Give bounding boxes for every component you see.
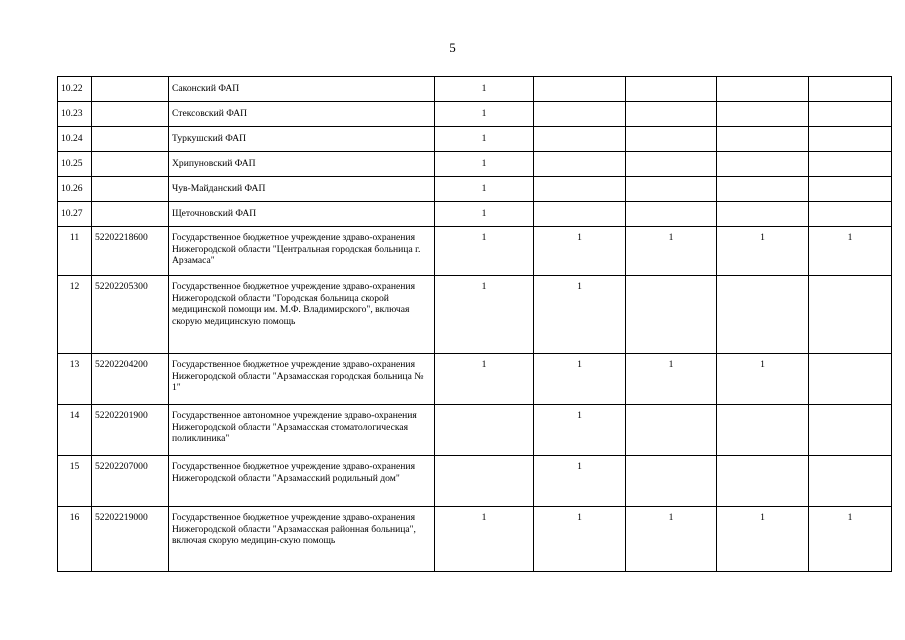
row-number-cell: 10.23 [58,102,92,127]
organization-name-cell: Туркушский ФАП [169,127,435,152]
value-cell-5 [809,456,892,507]
row-number-cell: 10.27 [58,202,92,227]
value-cell-2: 1 [534,276,626,354]
organization-name-cell: Стексовский ФАП [169,102,435,127]
row-number-cell: 15 [58,456,92,507]
registry-code-cell: 52202201900 [92,405,169,456]
registry-code-cell: 52202205300 [92,276,169,354]
page-number: 5 [449,40,456,55]
value-cell-5 [809,102,892,127]
organization-name-cell: Государственное бюджетное учреждение здраво-охранения Нижегородской области "Центральная городская больница г. Арзамаса" [169,227,435,276]
value-cell-3 [626,456,717,507]
value-cell-2 [534,152,626,177]
value-cell-4 [717,152,809,177]
registry-code-cell [92,177,169,202]
value-cell-4: 1 [717,507,809,572]
value-cell-5 [809,202,892,227]
table-row [58,152,892,177]
table-row [58,507,892,572]
document-table [57,76,892,572]
value-cell-5 [809,405,892,456]
value-cell-2 [534,202,626,227]
value-cell-2 [534,177,626,202]
registry-code-cell [92,152,169,177]
value-cell-4: 1 [717,354,809,405]
value-cell-1: 1 [435,102,534,127]
organization-name-cell: Государственное бюджетное учреждение здраво-охранения Нижегородской области "Арзамасская городская больница № 1" [169,354,435,405]
value-cell-3 [626,102,717,127]
value-cell-2: 1 [534,227,626,276]
row-number-cell: 16 [58,507,92,572]
row-number-cell: 10.26 [58,177,92,202]
value-cell-2: 1 [534,456,626,507]
value-cell-3 [626,405,717,456]
value-cell-3: 1 [626,354,717,405]
value-cell-2: 1 [534,507,626,572]
organization-name-cell: Чув-Майданский ФАП [169,177,435,202]
value-cell-1: 1 [435,152,534,177]
value-cell-1: 1 [435,276,534,354]
organization-name-cell: Щеточновский ФАП [169,202,435,227]
value-cell-2: 1 [534,405,626,456]
organization-name-cell: Государственное бюджетное учреждение здраво-охранения Нижегородской области "Городская больница скорой медицинской помощи им. М.Ф. Владимирского", включая скорую медицинскую помощь [169,276,435,354]
value-cell-4: 1 [717,227,809,276]
value-cell-1 [435,405,534,456]
table-row [58,202,892,227]
table-row [58,102,892,127]
row-number-cell: 12 [58,276,92,354]
row-number-cell: 13 [58,354,92,405]
value-cell-3 [626,276,717,354]
row-number-cell: 11 [58,227,92,276]
value-cell-5 [809,77,892,102]
value-cell-4 [717,102,809,127]
value-cell-3 [626,202,717,227]
table-body [58,77,892,572]
value-cell-5: 1 [809,227,892,276]
value-cell-1: 1 [435,227,534,276]
value-cell-4 [717,405,809,456]
organization-name-cell: Хрипуновский ФАП [169,152,435,177]
value-cell-1: 1 [435,202,534,227]
value-cell-3 [626,77,717,102]
value-cell-4 [717,77,809,102]
table-row [58,405,892,456]
value-cell-4 [717,177,809,202]
value-cell-4 [717,127,809,152]
table-row [58,354,892,405]
value-cell-1: 1 [435,77,534,102]
table-row [58,276,892,354]
value-cell-5 [809,127,892,152]
table-row [58,227,892,276]
value-cell-3 [626,127,717,152]
value-cell-1: 1 [435,354,534,405]
organization-name-cell: Государственное автономное учреждение здраво-охранения Нижегородской области "Арзамасская стоматологическая поликлиника" [169,405,435,456]
value-cell-3: 1 [626,507,717,572]
row-number-cell: 10.25 [58,152,92,177]
registry-code-cell [92,127,169,152]
value-cell-5 [809,354,892,405]
value-cell-5 [809,276,892,354]
registry-code-cell: 52202218600 [92,227,169,276]
value-cell-4 [717,276,809,354]
value-cell-2 [534,127,626,152]
value-cell-3 [626,152,717,177]
registry-code-cell [92,102,169,127]
value-cell-1: 1 [435,177,534,202]
value-cell-1: 1 [435,507,534,572]
registry-code-cell: 52202204200 [92,354,169,405]
registry-code-cell: 52202207000 [92,456,169,507]
table-row [58,77,892,102]
table-row [58,456,892,507]
organization-name-cell: Саконский ФАП [169,77,435,102]
value-cell-2: 1 [534,354,626,405]
value-cell-2 [534,77,626,102]
value-cell-5: 1 [809,507,892,572]
value-cell-4 [717,456,809,507]
row-number-cell: 14 [58,405,92,456]
value-cell-5 [809,177,892,202]
organization-name-cell: Государственное бюджетное учреждение здраво-охранения Нижегородской области "Арзамасская районная больница", включая скорую медицин-скую помощь [169,507,435,572]
organization-name-cell: Государственное бюджетное учреждение здраво-охранения Нижегородской области "Арзамасский родильный дом" [169,456,435,507]
table-row [58,127,892,152]
registry-code-cell: 52202219000 [92,507,169,572]
table-row [58,177,892,202]
value-cell-2 [534,102,626,127]
value-cell-3: 1 [626,227,717,276]
registry-code-cell [92,202,169,227]
row-number-cell: 10.24 [58,127,92,152]
value-cell-3 [626,177,717,202]
value-cell-5 [809,152,892,177]
value-cell-1 [435,456,534,507]
registry-code-cell [92,77,169,102]
value-cell-1: 1 [435,127,534,152]
value-cell-4 [717,202,809,227]
row-number-cell: 10.22 [58,77,92,102]
